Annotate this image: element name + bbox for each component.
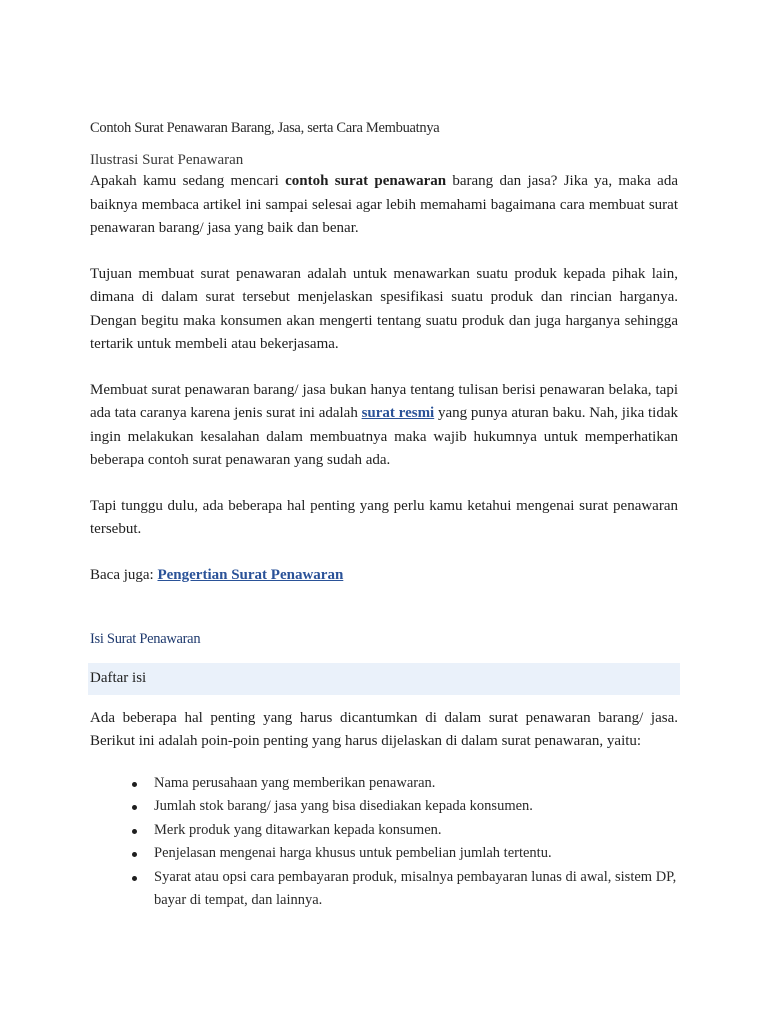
section-heading: Isi Surat Penawaran <box>90 630 201 647</box>
paragraph-intro-before: Apakah kamu sedang mencari <box>90 173 286 189</box>
list-item-text: Jumlah stok barang/ jasa yang bisa disediakan kepada konsumen. <box>154 798 533 814</box>
bullet-icon <box>132 805 137 810</box>
bullet-icon <box>132 829 137 834</box>
paragraph-intro <box>90 170 678 241</box>
image-caption: Ilustrasi Surat Penawaran <box>90 152 244 168</box>
bullet-list <box>90 772 678 913</box>
bullet-icon <box>132 782 137 787</box>
read-also-link[interactable]: Pengertian Surat Penawaran <box>157 566 344 583</box>
toc-label: Daftar isi <box>90 670 147 686</box>
bullet-icon <box>132 876 137 881</box>
list-item-text: Nama perusahaan yang memberikan penawaran. <box>154 774 436 791</box>
paragraph-rules-after: yang punya aturan baku. Nah, jika tidak ingin melakukan kesalahan dalam membuatnya maka wajib hukumnya untuk memperhatikan beberapa contoh surat penawaran yang sudah ada. <box>90 405 678 468</box>
list-item-text: Penjelasan mengenai harga khusus untuk pembelian jumlah tertentu. <box>154 845 552 861</box>
paragraph-purpose: Tujuan membuat surat penawaran adalah untuk menawarkan suatu produk kepada pihak lain, dimana di dalam surat tersebut menjelaskan spesifikasi suatu produk dan rincian harganya. Dengan begitu maka konsumen akan mengerti tentang suatu produk dan juga harganya sehingga tertarik untuk membeli atau bekerjasama. <box>90 265 678 352</box>
read-also <box>90 564 678 587</box>
list-item <box>90 772 678 796</box>
paragraph-rules <box>90 379 678 473</box>
list-item <box>90 819 678 843</box>
document-title: Contoh Surat Penawaran Barang, Jasa, serta Cara Membuatnya <box>90 120 440 136</box>
list-item <box>90 795 678 819</box>
paragraph-wait: Tapi tunggu dulu, ada beberapa hal penting yang perlu kamu ketahui mengenai surat penawaran tersebut. <box>90 497 678 537</box>
document-page <box>90 118 678 913</box>
paragraph-rules-before: Membuat surat penawaran barang/ jasa bukan hanya tentang tulisan berisi penawaran belaka, tapi ada tata caranya karena jenis surat ini adalah <box>90 381 678 421</box>
list-item-text: Syarat atau opsi cara pembayaran produk, misalnya pembayaran lunas di awal, sistem DP, bayar di tempat, dan lainnya. <box>154 868 677 908</box>
bullet-icon <box>132 852 137 857</box>
read-also-label: Baca juga: <box>90 566 158 583</box>
paragraph-contents: Ada beberapa hal penting yang harus dicantumkan di dalam surat penawaran barang/ jasa. Berikut ini adalah poin-poin penting yang harus dijelaskan di dalam surat penawaran, yaitu: <box>90 709 678 749</box>
paragraph-intro-after: barang dan jasa? Jika ya, maka ada baiknya membaca artikel ini sampai selesai agar lebih memahami bagaimana cara membuat surat penawaran barang/ jasa yang baik dan benar. <box>90 173 678 236</box>
list-item <box>90 842 678 866</box>
list-item <box>90 866 678 913</box>
paragraph-intro-bold: contoh surat penawaran <box>285 173 447 189</box>
surat-resmi-link[interactable]: surat resmi <box>361 405 435 421</box>
table-of-contents-toggle[interactable] <box>88 663 680 695</box>
list-item-text: Merk produk yang ditawarkan kepada konsumen. <box>154 821 442 838</box>
